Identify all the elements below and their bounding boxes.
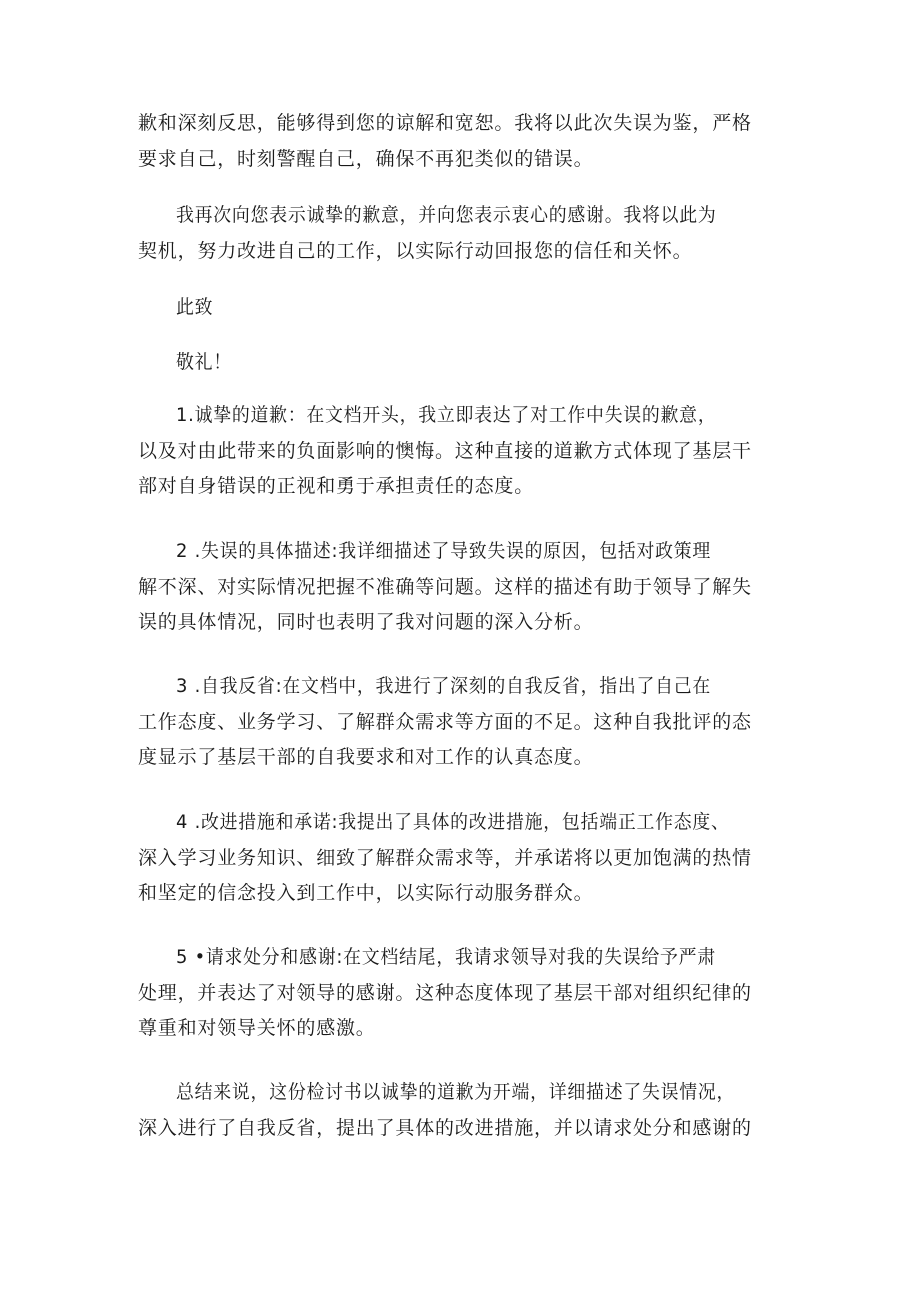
text-line: 此致 xyxy=(176,296,214,318)
text-line: 歉和深刻反思，能够得到您的谅解和宽恕。我将以此次失误为鉴，严格 xyxy=(138,112,752,134)
paragraph-point-3 xyxy=(138,669,786,776)
text-line: 3 .自我反省:在文档中，我进行了深刻的自我反省，指出了自己在 xyxy=(176,675,712,697)
paragraph-point-1 xyxy=(138,398,786,505)
paragraph-point-5 xyxy=(138,940,786,1047)
paragraph-regards xyxy=(138,345,786,381)
text-line: 尊重和对领导关怀的感激。 xyxy=(138,1017,376,1039)
paragraph-closing-salutation xyxy=(138,290,786,326)
text-line: 我再次向您表示诚挚的歉意，并向您表示衷心的感谢。我将以此为 xyxy=(176,204,717,226)
text-line: 以及对由此带来的负面影响的懊悔。这种直接的道歉方式体现了基层干 xyxy=(138,439,752,462)
text-line: 工作态度、业务学习、了解群众需求等方面的不足。这种自我批评的态 xyxy=(138,710,752,733)
text-line: 深入学习业务知识、细致了解群众需求等，并承诺将以更加饱满的热情 xyxy=(138,846,752,869)
paragraph-point-4 xyxy=(138,805,786,912)
text-line: 总结来说，这份检讨书以诚挚的道歉为开端，详细描述了失误情况， xyxy=(176,1081,736,1103)
text-line: 度显示了基层干部的自我要求和对工作的认真态度。 xyxy=(138,746,594,768)
text-line: 敬礼！ xyxy=(176,351,232,373)
text-line: 5 •请求处分和感谢:在文档结尾，我请求领导对我的失误给予严肃 xyxy=(176,946,716,968)
text-line: 解不深、对实际情况把握不准确等问题。这样的描述有助于领导了解失 xyxy=(138,575,752,598)
text-line: 4 .改进措施和承诺:我提出了具体的改进措施，包括端正工作态度、 xyxy=(176,811,730,833)
paragraph-summary xyxy=(138,1075,786,1146)
text-line: 1.诚挚的道歉：在文档开头，我立即表达了对工作中失误的歉意， xyxy=(176,404,717,426)
paragraph-point-2 xyxy=(138,534,786,641)
text-line: 2 .失误的具体描述:我详细描述了导致失误的原因，包括对政策理 xyxy=(176,540,712,562)
text-line: 误的具体情况，同时也表明了我对问题的深入分析。 xyxy=(138,611,594,633)
text-line: 处理，并表达了对领导的感谢。这种态度体现了基层干部对组织纪律的 xyxy=(138,981,752,1004)
paragraph-continued-apology xyxy=(138,106,786,177)
text-line: 部对自身错误的正视和勇于承担责任的态度。 xyxy=(138,475,535,497)
text-line: 契机，努力改进自己的工作，以实际行动回报您的信任和关怀。 xyxy=(138,239,693,262)
text-line: 和坚定的信念投入到工作中，以实际行动服务群众。 xyxy=(138,882,594,904)
text-line: 要求自己，时刻警醒自己，确保不再犯类似的错误。 xyxy=(138,147,594,170)
paragraph-thanks xyxy=(138,198,786,269)
text-line: 深入进行了自我反省，提出了具体的改进措施，并以请求处分和感谢的 xyxy=(138,1116,752,1139)
